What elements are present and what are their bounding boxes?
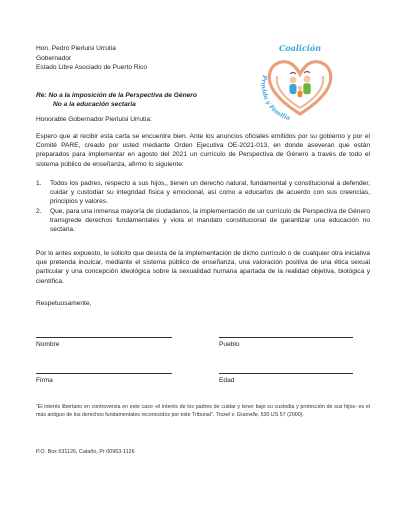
name-label: Nombre	[36, 341, 60, 348]
addressee-government: Estado Libre Asociado de Puerto Rico	[36, 64, 148, 72]
subject-block	[36, 92, 197, 110]
town-line	[219, 337, 353, 338]
mailing-address: P.O. Box 631126, Cataño, Pr 00963-1126	[36, 449, 135, 455]
request-paragraph: Por lo antes expuesto, le solicito que desista de la implementación de dicho currículo o de cualquier otra iniciativa que pretenda inculcar, mediante el sistema público de enseñanza, una valoración positiva de una ética sexual particular y una concepción ideológica sobre la sexualidad humana apartada de la realidad objetiva, biológica y científica.	[36, 250, 370, 285]
subject-line-2: No a la educación sectaria	[53, 100, 136, 108]
quote-text: "El interés libertario en controversia en este caso -el interés de los padres de cuidar y tener bajo su custodia y protección de sus hijos- es el más antiguo de los derechos fundamentales reconocidos por este Tribunal".	[36, 404, 370, 419]
closing: Respetuosamente,	[36, 300, 92, 307]
logo-subtitle: Provida y Familia	[259, 74, 291, 122]
list-item-number: 1.	[36, 180, 42, 187]
numbered-list	[36, 179, 370, 234]
list-item	[36, 207, 370, 235]
name-line	[36, 337, 172, 338]
footnote-quote	[36, 403, 370, 420]
list-item-number: 2.	[36, 207, 42, 215]
age-line	[219, 373, 353, 374]
addressee-title: Gobernador	[36, 54, 72, 62]
addressee-block	[36, 44, 147, 73]
list-item-text: Todos los padres, respecto a sus hijos,, tienen un derecho natural, fundamental y constitucional a defender, cuidar y custodiar su integridad física y emocional, así como a educarlos de acuerdo con sus creencias, principios y valores.	[50, 180, 370, 206]
quote-case-name: Troxel v. Granville,	[215, 412, 260, 419]
quote-citation: 530 US 57 (2000).	[260, 412, 304, 419]
subject-line-1: Re: No a la imposición de la Perspectiva de Género	[36, 92, 197, 99]
list-item	[36, 179, 370, 207]
list-item-text: Que, para una inmensa mayoría de ciudadanos, la implementación de un currículo de Perspectiva de Género transgrede derechos fundamentales y viola el mandato constitucional de garantizar una educación no sectaria.	[50, 207, 370, 234]
greeting: Honorable Gobernador Pierluisi Urrutia:	[36, 116, 152, 123]
coalicion-logo	[258, 38, 342, 122]
signature-line	[36, 373, 172, 374]
signature-label: Firma	[36, 377, 53, 384]
opening-paragraph: Espero que al recibir esta carta se encuentre bien. Ante los anuncios oficiales emitidos por su gobierno y por el Comité PARE, creado por usted mediante Orden Ejecutiva OE-2021-013, en donde aseveran que están preparados para implementar en agosto del 2021 un currículo de Perspectiva de Género a través de todo el sistema público de enseñanza, afirmo lo siguiente:	[36, 133, 370, 168]
addressee-name: Hon. Pedro Pierluisi Urrutia	[36, 45, 116, 52]
logo-title: Coalición	[278, 43, 322, 53]
town-label: Pueblo	[219, 341, 240, 348]
age-label: Edad	[219, 377, 235, 384]
